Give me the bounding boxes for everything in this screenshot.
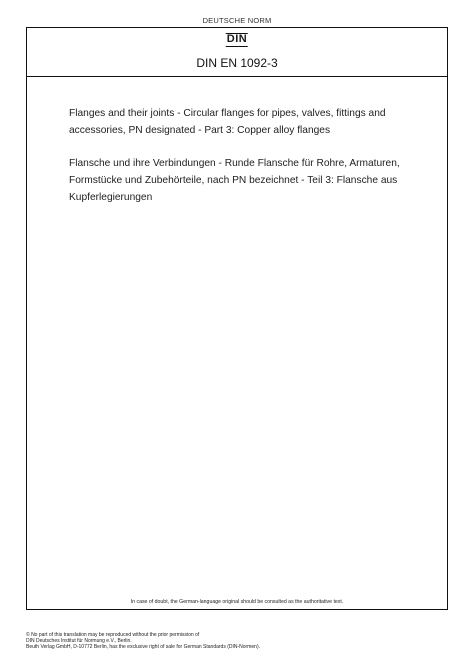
- authoritative-text-note: In case of doubt, the German-language original should be consulted as the authoritative text.: [130, 599, 344, 605]
- document-number: DIN EN 1092-3: [196, 56, 278, 70]
- copyright-line-1: © No part of this translation may be reproduced without the prior permission of: [26, 632, 200, 638]
- copyright-line-2: DIN Deutsches Institut für Normung e.V., Berlin.: [26, 638, 132, 645]
- standard-type-label: DEUTSCHE NORM: [202, 16, 272, 25]
- din-logo: DIN: [226, 33, 248, 45]
- english-title: Flanges and their joints - Circular flanges for pipes, valves, fittings and accessories, PN designated - Part 3: Copper alloy flanges: [69, 108, 386, 136]
- copyright-line-3: Beuth Verlag GmbH, D-10772 Berlin, has the exclusive right of sale for German Standards (DIN-Normen).: [26, 644, 260, 651]
- document-frame: [26, 27, 448, 610]
- german-title: Flansche und ihre Verbindungen - Runde Flansche für Rohre, Armaturen, Formstücke und Zubehörteile, nach PN bezeichnet - Teil 3: Flansche aus Kupferlegierungen: [69, 158, 400, 203]
- copyright-footer: [26, 632, 456, 651]
- title-band: [27, 28, 447, 77]
